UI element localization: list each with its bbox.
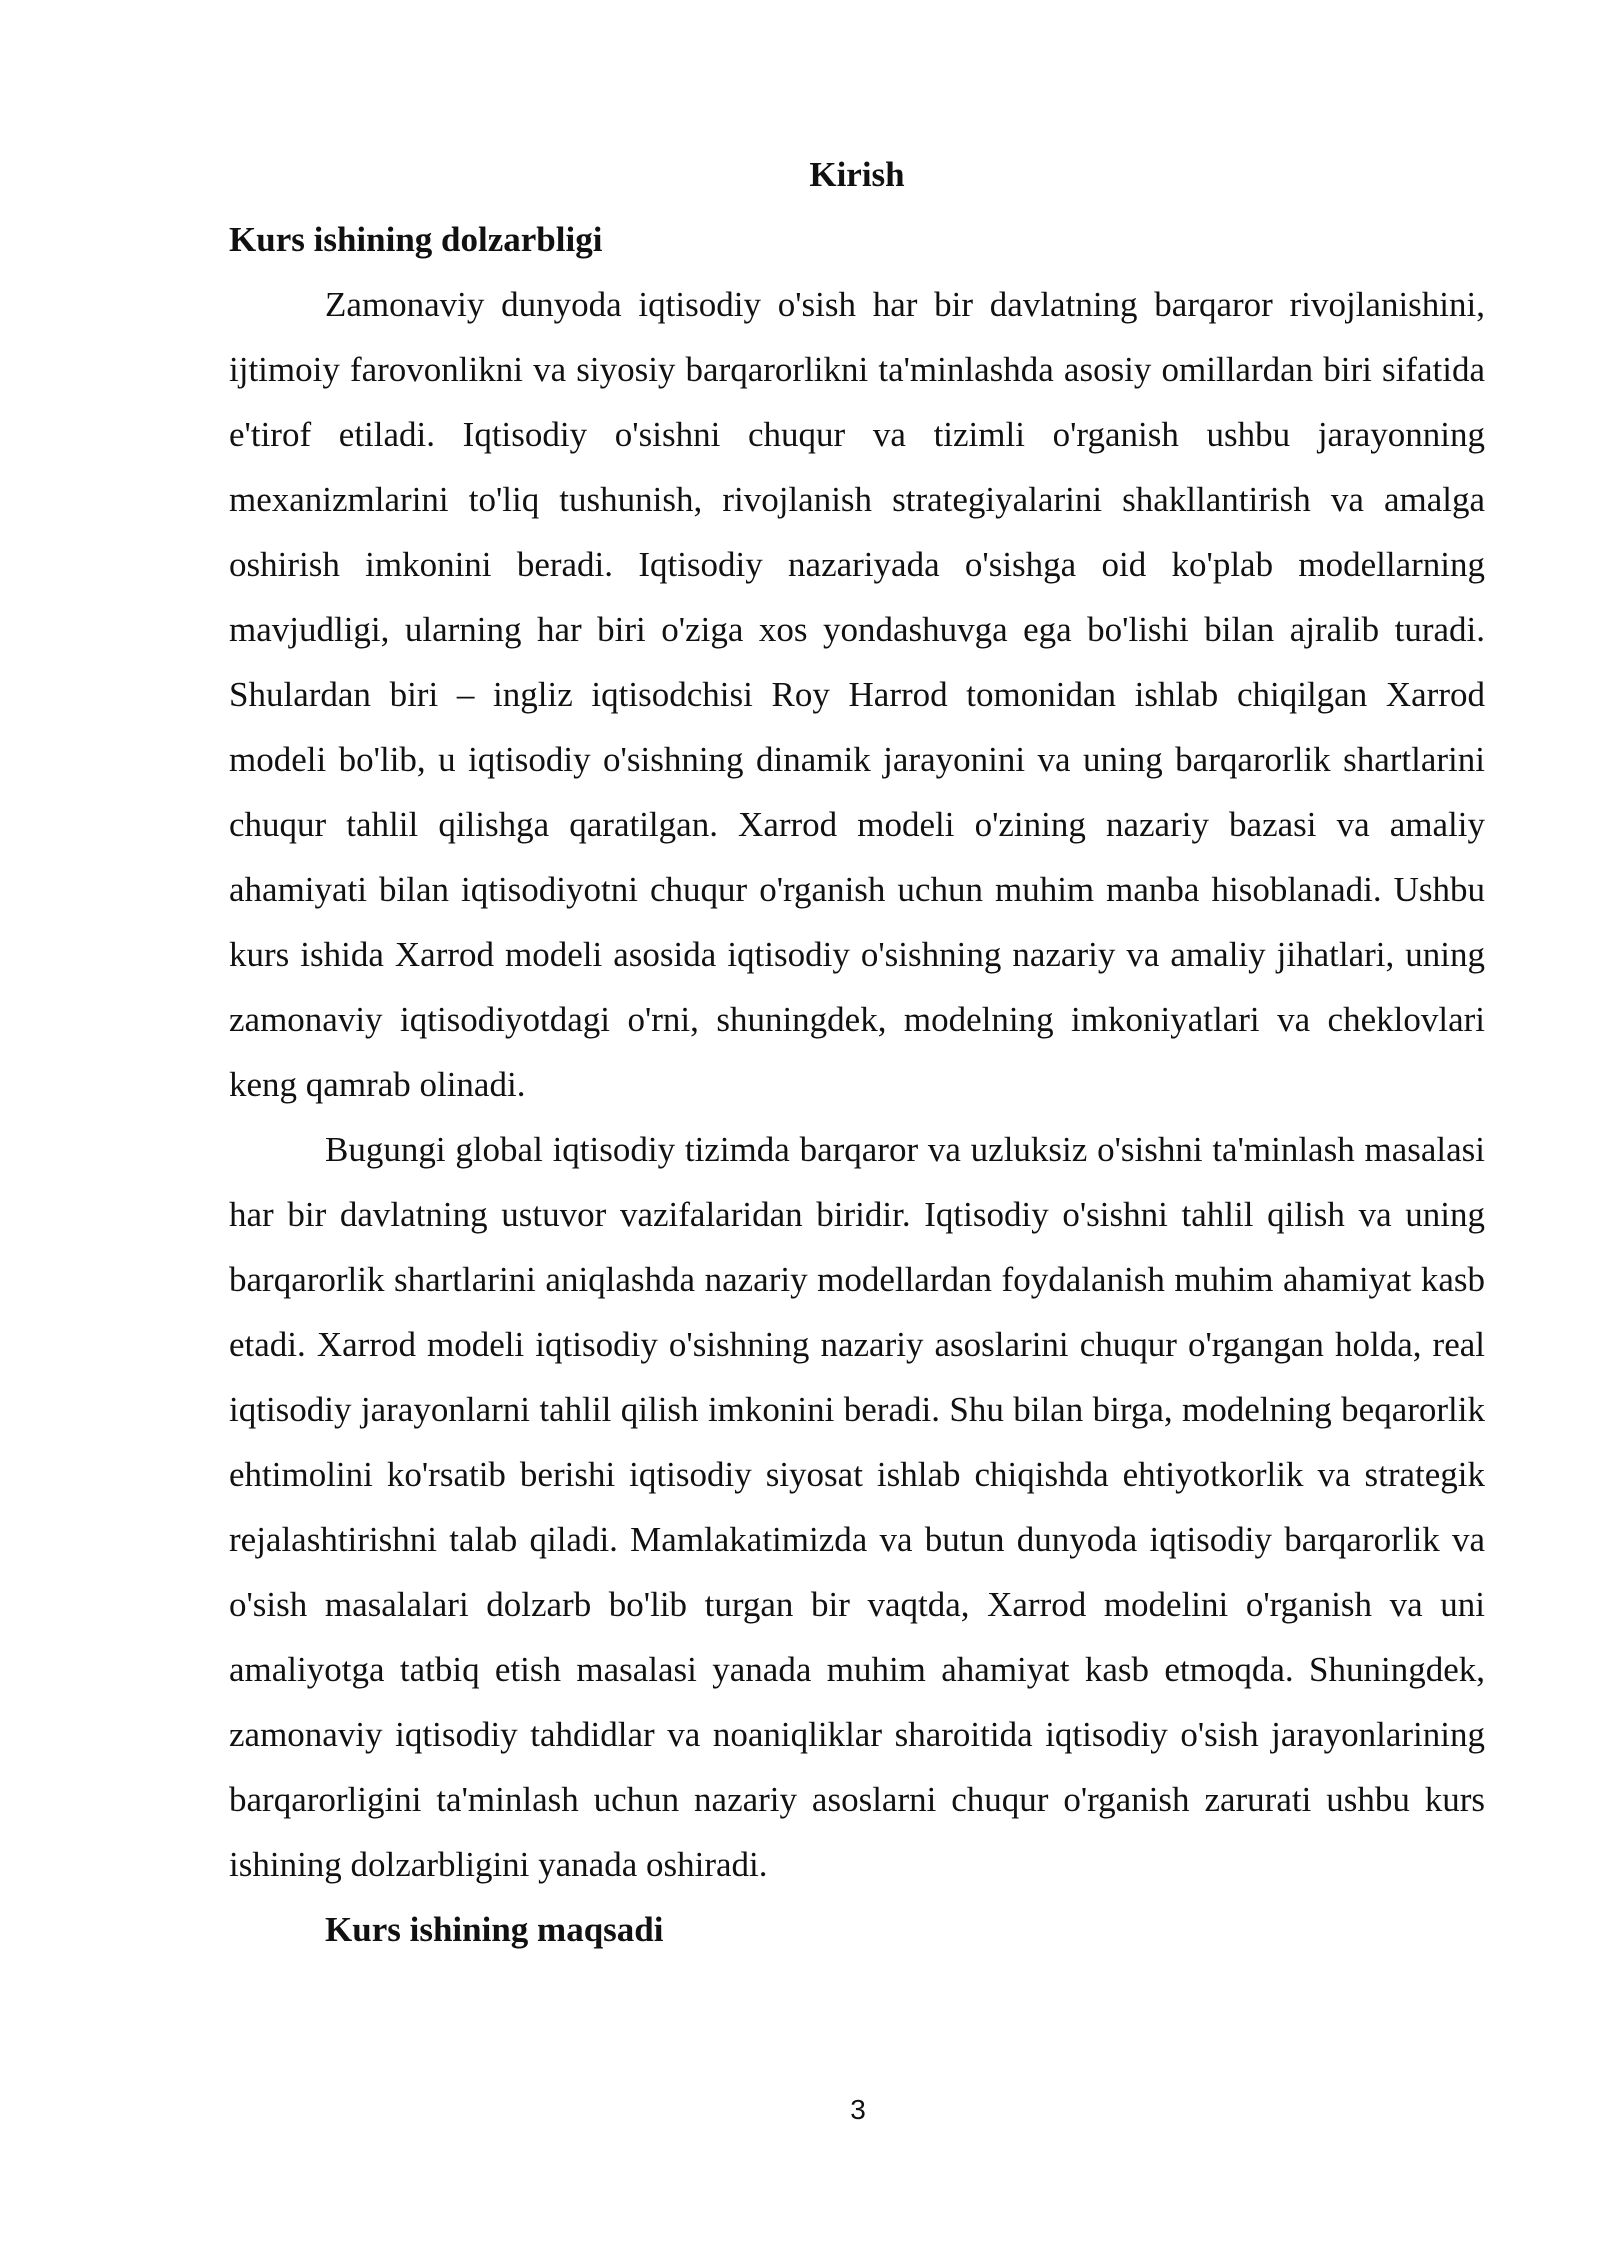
paragraph: Bugungi global iqtisodiy tizimda barqaror va uzluksiz o'sishni ta'minlash masalasi har bir davlatning ustuvor vazifalaridan biridir. Iqtisodiy o'sishni tahlil qilish va uning barqarorlik shartlarini aniqlashda nazariy modellardan foydalanish muhim ahamiyat kasb etadi. Xarrod modeli iqtisodiy o'sishning nazariy asoslarini chuqur o'rgangan holda, real iqtisodiy jarayonlarni tahlil qilish imkonini beradi. Shu bilan birga, modelning beqarorlik ehtimolini ko'rsatib berishi iqtisodiy siyosat ishlab chiqishda ehtiyotkorlik va strategik rejalashtirishni talab qiladi. Mamlakatimizda va butun dunyoda iqtisodiy barqarorlik va o'sish masalalari dolzarb bo'lib turgan bir vaqtda, Xarrod modelini o'rganish va uni amaliyotga tatbiq etish masalasi yanada muhim ahamiyat kasb etmoqda. Shuningdek, zamonaviy iqtisodiy tahdidlar va noaniqliklar sharoitida iqtisodiy o'sish jarayonlarining barqarorligini ta'minlash uchun nazariy asoslarni chuqur o'rganish zarurati ushbu kurs ishining dolzarbligini yanada oshiradi. bbox=[229, 1130, 1485, 1884]
paragraph: Zamonaviy dunyoda iqtisodiy o'sish har bir davlatning barqaror rivojlanishini, ijtimoiy farovonlikni va siyosiy barqarorlikni ta'minlashda asosiy omillardan biri sifatida e'tirof etiladi. Iqtisodiy o'sishni chuqur va tizimli o'rganish ushbu jarayonning mexanizmlarini to'liq tushunish, rivojlanish strategiyalarini shakllantirish va amalga oshirish imkonini beradi. Iqtisodiy nazariyada o'sishga oid ko'plab modellarning mavjudligi, ularning har biri o'ziga xos yondashuvga ega bo'lishi bilan ajralib turadi. Shulardan biri – ingliz iqtisodchisi Roy Harrod tomonidan ishlab chiqilgan Xarrod modeli bo'lib, u iqtisodiy o'sishning dinamik jarayonini va uning barqarorlik shartlarini chuqur tahlil qilishga qaratilgan. Xarrod modeli o'zining nazariy bazasi va amaliy ahamiyati bilan iqtisodiyotni chuqur o'rganish uchun muhim manba hisoblanadi. Ushbu kurs ishida Xarrod modeli asosida iqtisodiy o'sishning nazariy va amaliy jihatlari, uning zamonaviy iqtisodiyotdagi o'rni, shuningdek, modelning imkoniyatlari va cheklovlari keng qamrab olinadi. bbox=[229, 285, 1485, 1104]
page-content bbox=[229, 142, 1485, 1962]
chapter-title: Kirish bbox=[809, 155, 905, 194]
section-heading-goal: Kurs ishining maqsadi bbox=[325, 1910, 664, 1949]
section-heading-relevance: Kurs ishining dolzarbligi bbox=[229, 220, 603, 259]
page-number: 3 bbox=[850, 2094, 866, 2125]
